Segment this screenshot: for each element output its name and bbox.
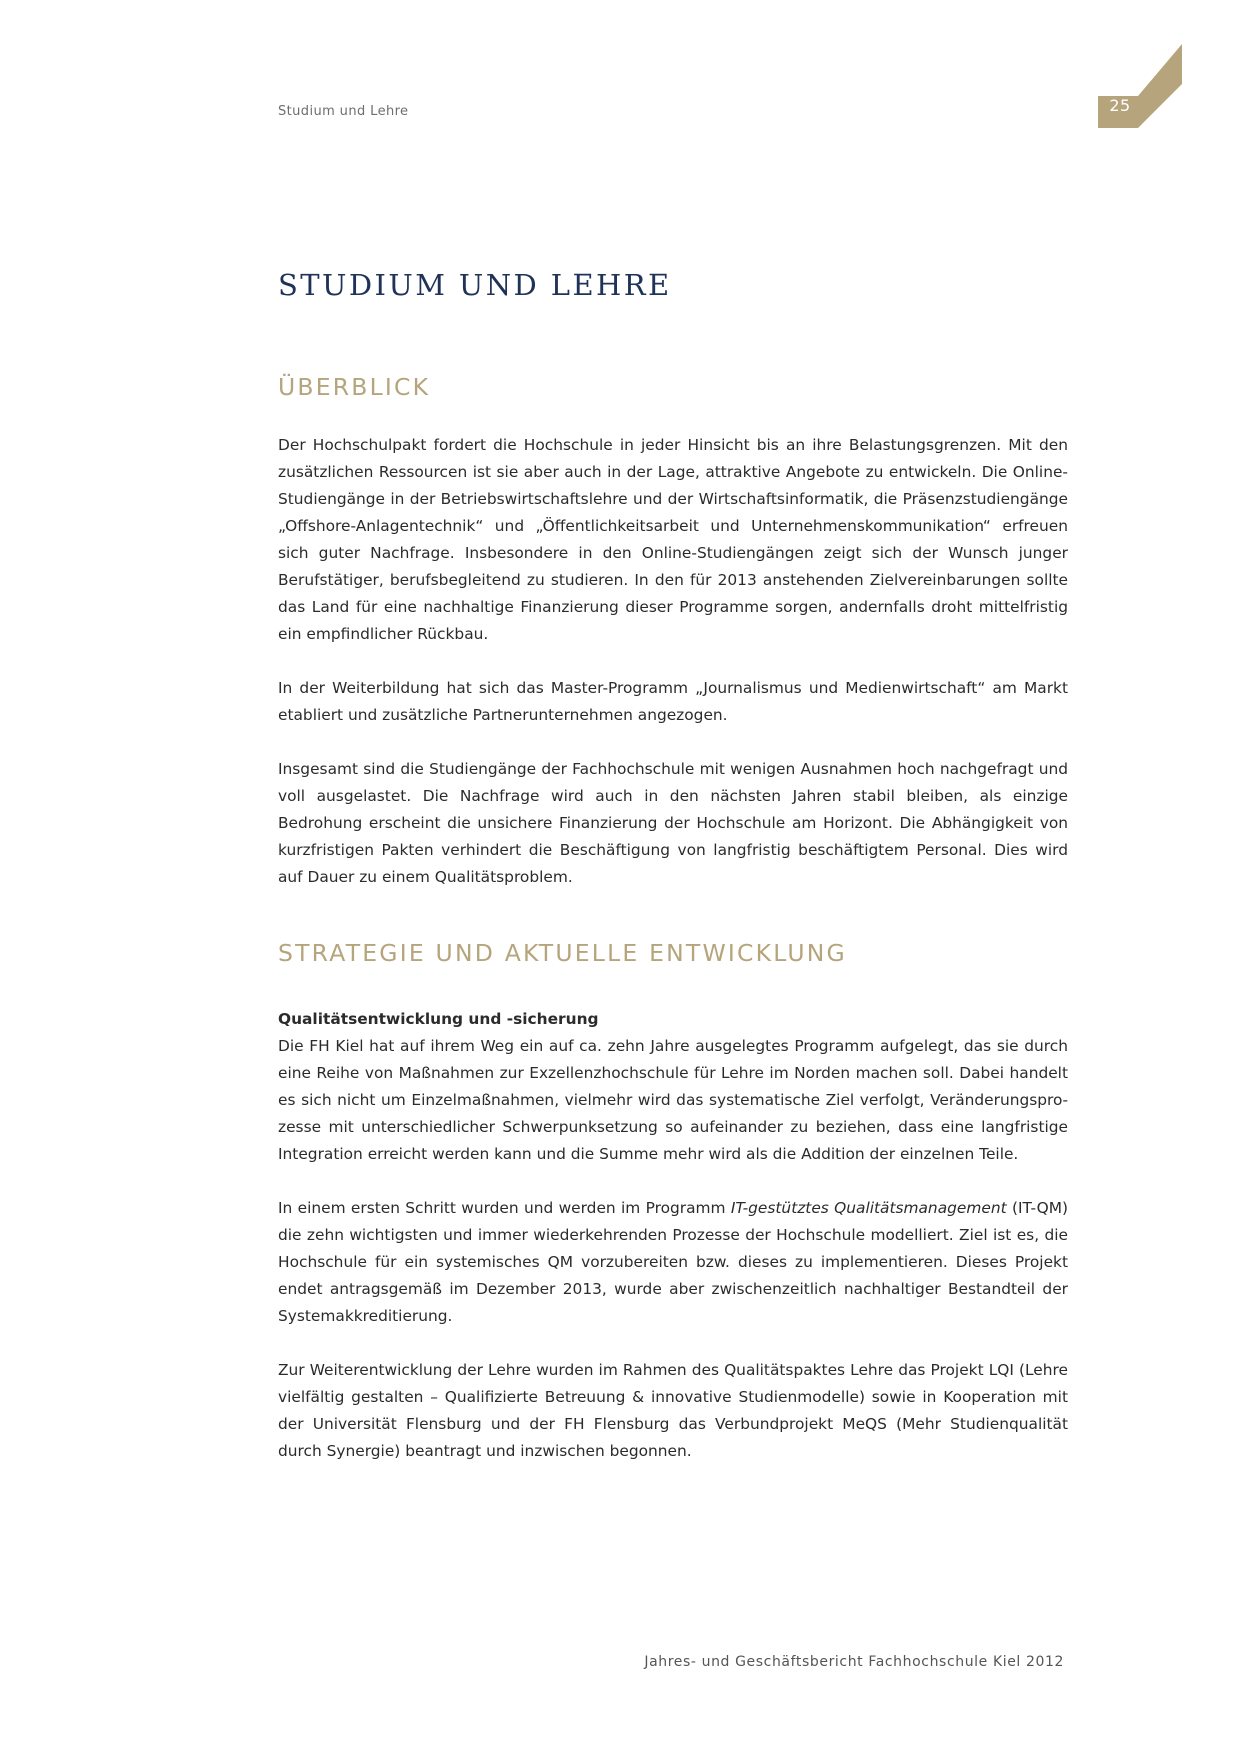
paragraph: Die FH Kiel hat auf ihrem Weg ein auf ca. zehn Jahre ausgelegtes Programm aufgelegt, das sie durch eine Reihe von Maßnahmen zur Exzellenzhochschule für Lehre im Norden machen soll. Dabei handelt es sich nicht um Einzelmaßnahmen, vielmehr wird das systematische Ziel verfolgt, Veränderungsprozesse mit unterschiedlicher Schwerpunksetzung so aufeinander zu beziehen, dass eine langfristige Integration erreicht werden kann und die Summe mehr wird als die Addition der einzelnen Teile. bbox=[278, 1037, 1068, 1163]
page-number: 25 bbox=[1109, 96, 1131, 115]
page-title: STUDIUM UND LEHRE bbox=[278, 268, 672, 302]
section-heading-strategy: STRATEGIE UND AKTUELLE ENTWICKLUNG bbox=[278, 939, 847, 967]
paragraph-text: (IT-QM) die zehn wichtigsten und immer wiederkehrenden Prozesse der Hochschule modelliert. Ziel ist es, die Hochschule für ein systemisches QM vorzubereiten bzw. dieses zu implementieren. Dieses Projekt endet antragsgemäß im Dezember 2013, wurde aber zwischenzeitlich nachhaltiger Bestandteil der Systemakkreditierung. bbox=[278, 1199, 1068, 1325]
paragraph: Zur Weiterentwicklung der Lehre wurden im Rahmen des Qualitätspaktes Lehre das Projekt LQI (Lehre vielfältig gestalten – Qualifizierte Betreuung & innovative Studienmodelle) sowie in Kooperation mit der Universität Flensburg und der FH Flensburg das Verbundprojekt MeQS (Mehr Studienqualität durch Synergie) beantragt und inzwischen begonnen. bbox=[278, 1361, 1068, 1460]
main-content bbox=[278, 268, 1068, 1465]
paragraph: Insgesamt sind die Studiengänge der Fachhochschule mit wenigen Ausnahmen hoch nachgefragt und voll ausgelastet. Die Nachfrage wird auch in den nächsten Jahren stabil bleiben, als einzige Bedrohung erscheint die unsichere Finanzierung der Hochschule am Horizont. Die Abhängigkeit von kurzfristigen Pakten verhindert die Beschäftigung von langfristig beschäftigtem Personal. Dies wird auf Dauer zu einem Qualitätsproblem. bbox=[278, 760, 1068, 886]
page-number-tab bbox=[1098, 44, 1182, 128]
paragraph-text: In einem ersten Schritt wurden und werden im Programm bbox=[278, 1199, 731, 1217]
paragraph-it-qm bbox=[278, 1195, 1068, 1330]
program-name-emphasis: IT-gestütztes Qualitätsmanagement bbox=[730, 1199, 1007, 1217]
paragraph: Der Hochschulpakt fordert die Hochschule in jeder Hinsicht bis an ihre Belastungsgrenzen. Mit den zusätzlichen Ressourcen ist sie aber auch in der Lage, attraktive Angebote zu entwickeln. Die Online-Studiengänge in der Betriebswirtschaftslehre und der Wirtschaftsinformatik, die Präsenzstudiengänge „Offshore-Anlagentechnik“ und „Öffentlichkeitsarbeit und Unternehmenskommunikation“ erfreuen sich guter Nachfrage. Insbesondere in den Online-Studiengängen zeigt sich der Wunsch junger Berufstätiger, berufsbegleitend zu studieren. In den für 2013 anstehenden Zielvereinbarungen sollte das Land für eine nachhaltige Finanzierung dieser Programme sorgen, andernfalls droht mittelfristig ein empfindlicher Rückbau. bbox=[278, 436, 1068, 643]
running-head: Studium und Lehre bbox=[278, 104, 409, 119]
section-heading-overview: ÜBERBLICK bbox=[278, 373, 431, 401]
subheading-quality: Qualitätsentwicklung und -sicherung bbox=[278, 1010, 599, 1028]
footer: Jahres- und Geschäftsbericht Fachhochschule Kiel 2012 bbox=[644, 1654, 1064, 1670]
paragraph: In der Weiterbildung hat sich das Master-Programm „Journalismus und Medienwirtschaft“ am Markt etabliert und zusätzliche Partnerunternehmen angezogen. bbox=[278, 679, 1068, 724]
